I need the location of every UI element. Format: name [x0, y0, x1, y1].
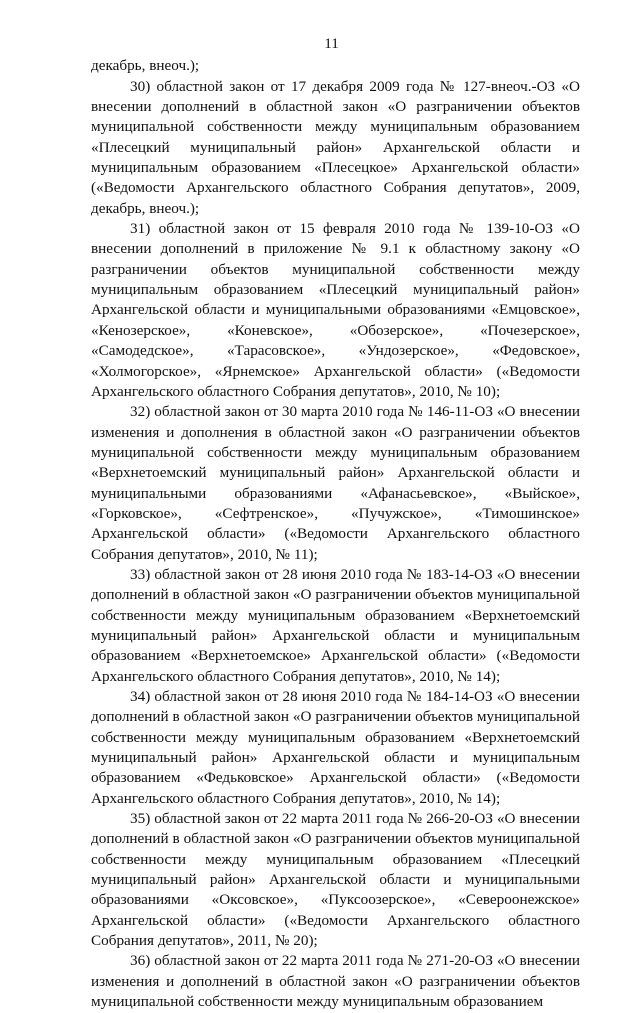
paragraph-continuation: декабрь, внеоч.);: [91, 57, 200, 75]
list-item-33: 33) областной закон от 28 июня 2010 года № 183-14-ОЗ «О внесении дополнений в областной закон «О разграничении объектов муниципальной собственности между муниципальным образованием «Верхнетоемский муниципальный район» Архангельской области и муниципальным образованием «Верхнетоемское» Архангельской области» («Ведомости Архангельского областного Собрания депутатов», 2010, № 14);: [91, 565, 580, 685]
page-number: 11: [324, 35, 339, 52]
list-item-34: 34) областной закон от 28 июня 2010 года № 184-14-ОЗ «О внесении дополнений в областной закон «О разграничении объектов муниципальной собственности между муниципальным образованием «Верхнетоемский муниципальный район» Архангельской области и муниципальным образованием «Федьковское» Архангельской области» («Ведомости Архангельского областного Собрания депутатов», 2010, № 14);: [91, 688, 580, 807]
list-item-31: 31) областной закон от 15 февраля 2010 года № 139-10-ОЗ «О внесении дополнений в приложение № 9.1 к областному закону «О разграничении объектов муниципальной собственности между муниципальным образованием «Плесецкий муниципальный район» Архангельской области и муниципальными образованиями «Емцовское», «Кенозерское», «Коневское», «Обозерское», «Почезерское», «Самодедское», «Тарасовское», «Ундозерское», «Федовское», «Холмогорское», «Ярнемское» Архангельской области» («Ведомости Архангельского областного Собрания депутатов», 2010, № 10);: [91, 220, 580, 400]
list-item-35: 35) областной закон от 22 марта 2011 года № 266-20-ОЗ «О внесении дополнений в областной закон «О разграничении объектов муниципальной собственности между муниципальным образованием «Плесецкий муниципальный район» Архангельской области и муниципальными образованиями «Оксовское», «Пуксоозерское», «Североонежское» Архангельской области» («Ведомости Архангельского областного Собрания депутатов», 2011, № 20);: [91, 810, 580, 950]
list-item-32: 32) областной закон от 30 марта 2010 года № 146-11-ОЗ «О внесении изменения и дополнения в областной закон «О разграничении объектов муниципальной собственности между муниципальным образованием «Верхнетоемский муниципальный район» Архангельской области и муниципальными образованиями «Афанасьевское», «Выйское», «Горковское», «Сефтренское», «Пучужское», «Тимошинское» Архангельской области» («Ведомости Архангельского областного Собрания депутатов», 2010, № 11);: [91, 403, 580, 563]
list-item-36: 36) областной закон от 22 марта 2011 года № 271-20-ОЗ «О внесении изменения и дополнений в областной закон «О разграничении объектов муниципальной собственности между муниципальным образованием: [91, 952, 580, 1011]
list-item-30: 30) областной закон от 17 декабря 2009 года № 127-внеоч.-ОЗ «О внесении дополнений в областной закон «О разграничении объектов муниципальной собственности между муниципальным образованием «Плесецкий муниципальный район» Архангельской области и муниципальным образованием «Плесецкое» Архангельской области» («Ведомости Архангельского областного Собрания депутатов», 2009, декабрь, внеоч.);: [91, 77, 580, 217]
